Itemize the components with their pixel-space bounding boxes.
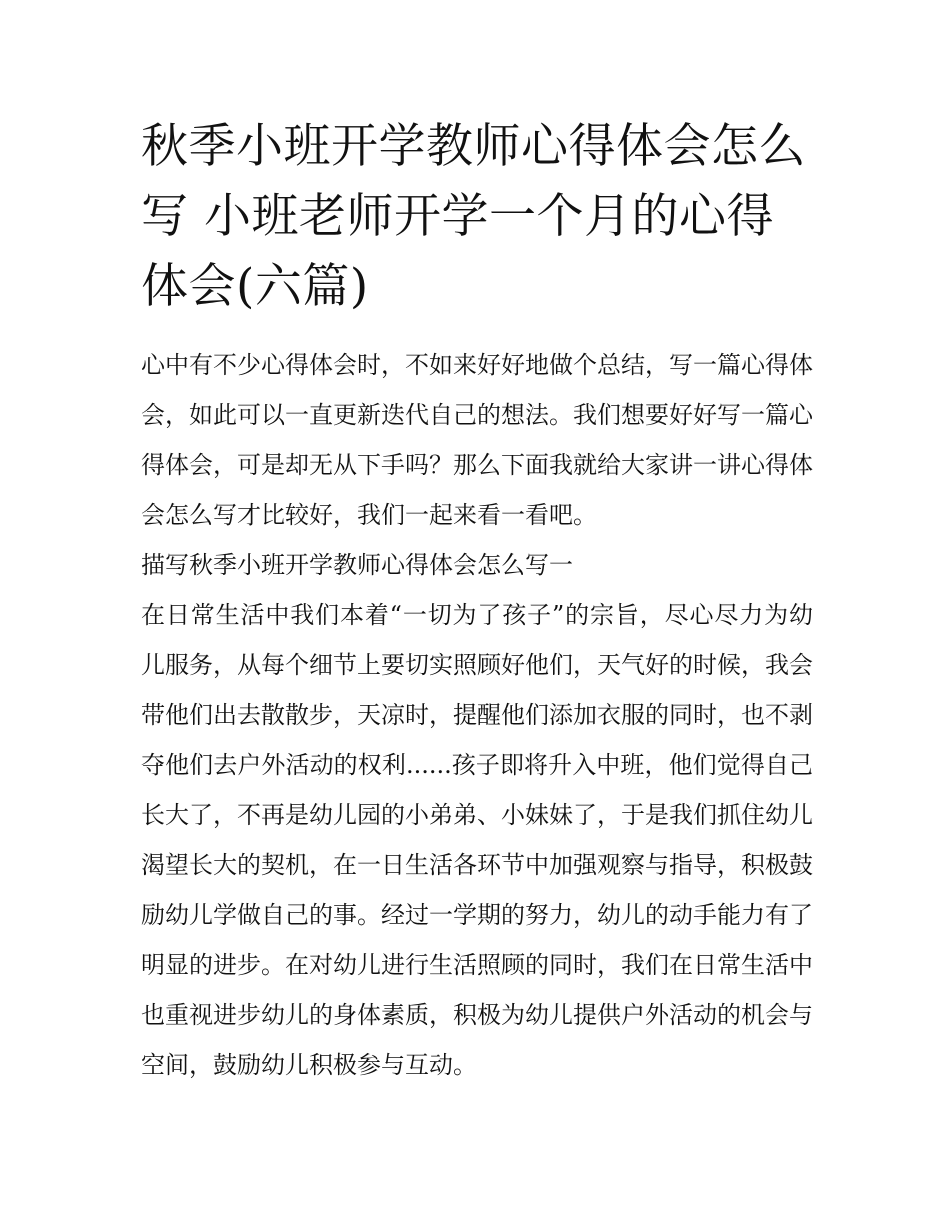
intro-paragraph: 心中有不少心得体会时，不如来好好地做个总结，写一篇心得体会，如此可以一直更新迭代自己的想法。我们想要好好写一篇心得体会，可是却无从下手吗？那么下面我就给大家讲一讲心得体会怎么写才比较好，我们一起来看一看吧。 [141, 351, 813, 529]
document-content [141, 112, 813, 1090]
section-heading: 描写秋季小班开学教师心得体会怎么写一 [141, 551, 573, 579]
document-title: 秋季小班开学教师心得体会怎么写 小班老师开学一个月的心得体会(六篇) [141, 119, 806, 314]
section-paragraph: 在日常生活中我们本着“一切为了孩子”的宗旨，尽心尽力为幼儿服务，从每个细节上要切实照顾好他们，天气好的时候，我会带他们出去散散步，天凉时，提醒他们添加衣服的同时，也不剥夺他们去户外活动的权利......孩子即将升入中班，他们觉得自己长大了，不再是幼儿园的小弟弟、小妹妹了，于是我们抓住幼儿渴望长大的契机，在一日生活各环节中加强观察与指导，积极鼓励幼儿学做自己的事。经过一学期的努力，幼儿的动手能力有了明显的进步。在对幼儿进行生活照顾的同时，我们在日常生活中也重视进步幼儿的身体素质，积极为幼儿提供户外活动的机会与空间，鼓励幼儿积极参与互动。 [141, 601, 813, 1079]
